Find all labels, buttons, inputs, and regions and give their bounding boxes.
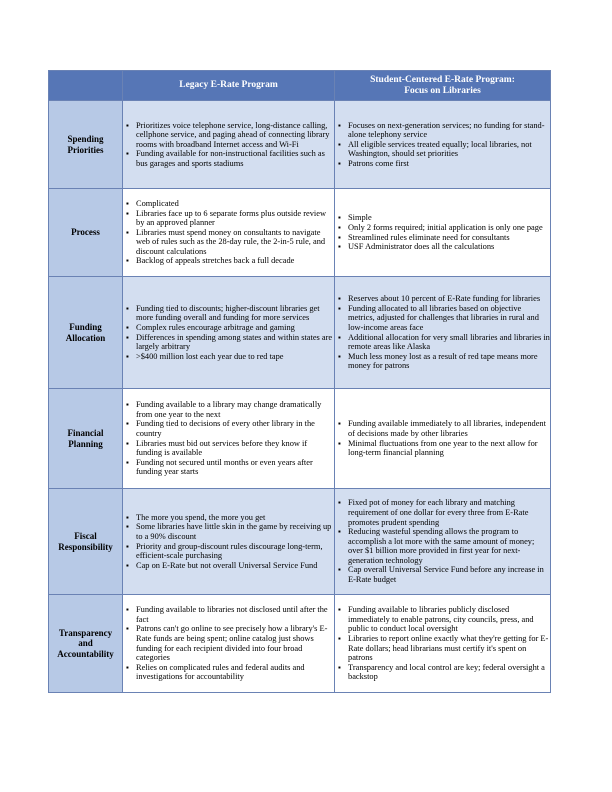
student-cell <box>335 595 551 693</box>
list-item: ▪ Much less money lost as a result of red tape means more money for patrons <box>348 352 550 371</box>
list-item: ▪ Streamlined rules eliminate need for consultants <box>348 233 550 243</box>
list-item: ▪ >$400 million lost each year due to red tape <box>136 352 334 362</box>
header-student-line1: Student-Centered E-Rate Program: <box>370 74 515 85</box>
row-label-line: Transparency <box>58 627 113 638</box>
list-item: ▪ Funding available to libraries publicly disclosed immediately to enable patrons, city councils, press, and public to conduct local oversight <box>348 605 550 634</box>
legacy-cell <box>123 101 335 189</box>
list-item: ▪ Cap on E-Rate but not overall Universal Service Fund <box>136 561 334 571</box>
header-student-line2: Focus on Libraries <box>404 85 481 96</box>
list-item: ▪ Libraries to report online exactly what they're getting for E-Rate dollars; head librarians must certify it's spent on patrons <box>348 634 550 663</box>
row-label <box>49 277 123 389</box>
legacy-cell <box>123 389 335 489</box>
list-item: ▪ Backlog of appeals stretches back a full decade <box>136 256 334 266</box>
list-item: ▪ Libraries must spend money on consultants to navigate web of rules such as the 28-day rule, the 2-in-5 rule, and discount calculations <box>136 228 334 257</box>
list-item: ▪ Patrons come first <box>348 159 550 169</box>
list-item: ▪ Fixed pot of money for each library and matching requirement of one dollar for every three from E-Rate promotes prudent spending <box>348 498 550 527</box>
row-label-line: Priorities <box>67 144 104 155</box>
list-item: ▪ Funding tied to discounts; higher-discount libraries get more funding overall and funding for more services <box>136 304 334 323</box>
list-item: ▪ Libraries face up to 6 separate forms plus outside review by an approved planner <box>136 209 334 228</box>
list-item: ▪ Minimal fluctuations from one year to the next allow for long-term financial planning <box>348 439 550 458</box>
row-label-line: Accountability <box>57 648 114 659</box>
list-item: ▪ Complex rules encourage arbitrage and gaming <box>136 323 334 333</box>
student-cell <box>335 101 551 189</box>
student-cell <box>335 389 551 489</box>
row-label-line: Allocation <box>65 332 106 343</box>
list-item: ▪ Reducing wasteful spending allows the program to accomplish a lot more with the same amount of money; over $1 billion more provided in first year for next-generation technology <box>348 527 550 565</box>
student-cell <box>335 189 551 277</box>
legacy-cell <box>123 189 335 277</box>
list-item: ▪ Funding available to libraries not disclosed until after the fact <box>136 605 334 624</box>
legacy-cell <box>123 277 335 389</box>
table-row-spending-priorities <box>49 101 551 189</box>
table-header-row <box>49 71 551 101</box>
list-item: ▪ Simple <box>348 213 550 223</box>
legacy-cell <box>123 489 335 595</box>
row-label-line: Process <box>71 227 100 238</box>
row-label-line: and <box>78 638 93 649</box>
list-item: ▪ Priority and group-discount rules discourage long-term, efficient-scale purchasing <box>136 542 334 561</box>
student-cell <box>335 277 551 389</box>
list-item: ▪ Only 2 forms required; initial application is only one page <box>348 223 550 233</box>
list-item: ▪ Funding allocated to all libraries based on objective metrics, adjusted for challenges that libraries in rural and low-income areas face <box>348 304 550 333</box>
list-item: ▪ Libraries must bid out services before they know if funding is available <box>136 439 334 458</box>
list-item: ▪ Funding available to a library may change dramatically from one year to the next <box>136 400 334 419</box>
list-item: ▪ Funding tied to decisions of every other library in the country <box>136 419 334 438</box>
list-item: ▪ Focuses on next-generation services; no funding for stand-alone telephony service <box>348 121 550 140</box>
list-item: ▪ Differences in spending among states and within states are largely arbitrary <box>136 333 334 352</box>
row-label <box>49 489 123 595</box>
legacy-cell <box>123 595 335 693</box>
list-item: ▪ Funding available for non-instructional facilities such as bus garages and sports stadiums <box>136 149 334 168</box>
row-label-line: Fiscal <box>74 531 97 541</box>
list-item: ▪ The more you spend, the more you get <box>136 513 334 523</box>
list-item: ▪ Transparency and local control are key; federal oversight a backstop <box>348 663 550 682</box>
row-label-line: Financial <box>67 428 104 438</box>
list-item: ▪ Patrons can't go online to see precisely how a library's E-Rate funds are being spent; online catalog just shows funding for each recipient divided into four broad categories <box>136 624 334 662</box>
list-item: ▪ Relies on complicated rules and federal audits and investigations for accountability <box>136 663 334 682</box>
header-student-centered <box>335 71 551 101</box>
student-cell <box>335 489 551 595</box>
list-item: ▪ All eligible services treated equally; local libraries, not Washington, should set priorities <box>348 140 550 159</box>
header-blank-cell <box>49 71 123 101</box>
row-label-line: Funding <box>69 322 102 332</box>
row-label <box>49 389 123 489</box>
row-label <box>49 595 123 693</box>
table-row-financial-planning <box>49 389 551 489</box>
header-legacy: Legacy E-Rate Program <box>123 71 335 101</box>
row-label-line: Responsibility <box>58 541 113 552</box>
row-label-line: Spending <box>67 134 104 144</box>
list-item: ▪ USF Administrator does all the calculations <box>348 242 550 252</box>
list-item: ▪ Funding not secured until months or even years after funding year starts <box>136 458 334 477</box>
list-item: ▪ Complicated <box>136 199 334 209</box>
table-row-process <box>49 189 551 277</box>
comparison-table <box>48 70 551 693</box>
table-row-funding-allocation <box>49 277 551 389</box>
table-row-transparency-accountability <box>49 595 551 693</box>
row-label <box>49 189 123 277</box>
list-item: ▪ Reserves about 10 percent of E-Rate funding for libraries <box>348 294 550 304</box>
list-item: ▪ Additional allocation for very small libraries and libraries in remote areas like Alaska <box>348 333 550 352</box>
row-label-line: Planning <box>68 438 103 449</box>
list-item: ▪ Some libraries have little skin in the game by receiving up to a 90% discount <box>136 522 334 541</box>
row-label <box>49 101 123 189</box>
list-item: ▪ Funding available immediately to all libraries, independent of decisions made by other libraries <box>348 419 550 438</box>
list-item: ▪ Cap overall Universal Service Fund before any increase in E-Rate budget <box>348 565 550 584</box>
list-item: ▪ Prioritizes voice telephone service, long-distance calling, cellphone service, and paging ahead of connecting library rooms with broadband Internet access and Wi-Fi <box>136 121 334 150</box>
table-row-fiscal-responsibility <box>49 489 551 595</box>
